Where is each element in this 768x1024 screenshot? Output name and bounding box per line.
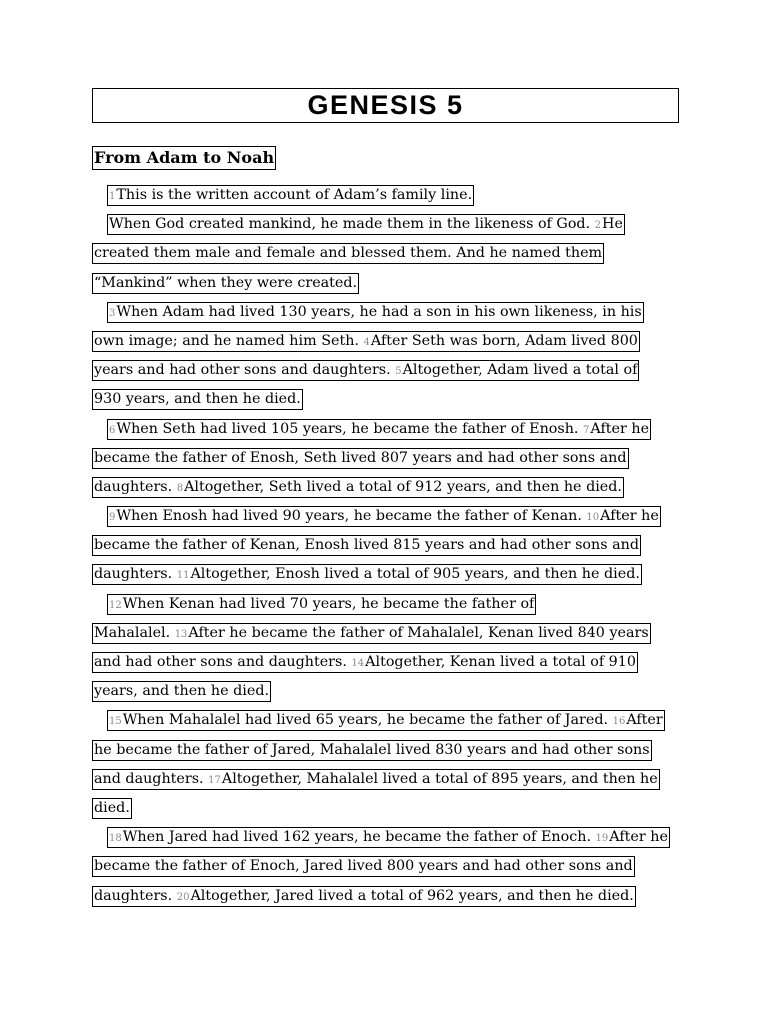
text-line-box <box>92 652 638 673</box>
verse-text-run: When Seth had lived 105 years, he became the father of Enosh. <box>116 420 584 437</box>
verse-number: 7 <box>583 424 590 436</box>
verse-text-run: daughters. <box>94 887 177 904</box>
verse-text <box>92 181 679 911</box>
verse-text-run: After Seth was born, Adam lived 800 <box>370 332 638 349</box>
text-line-box <box>107 710 665 731</box>
verse-number: 18 <box>109 833 122 845</box>
text-line <box>92 560 679 589</box>
verse-text-run: own image; and he named him Seth. <box>94 332 364 349</box>
text-line <box>92 677 679 706</box>
verse-number: 15 <box>109 716 122 728</box>
text-line-box <box>92 360 639 381</box>
text-line-box <box>92 856 635 877</box>
text-line-box <box>92 798 132 819</box>
text-line <box>92 298 679 327</box>
text-line <box>92 444 679 473</box>
verse-text-run: He <box>602 216 623 233</box>
verse-text-run: Altogether, Mahalalel lived a total of 895 years, and then he <box>221 770 658 787</box>
verse-text-run: When Kenan had lived 70 years, he became the father of <box>122 595 535 612</box>
text-line-box <box>92 769 660 790</box>
text-line <box>92 181 679 210</box>
verse-text-run: When Jared had lived 162 years, he became the father of Enoch. <box>122 829 596 846</box>
verse-number: 13 <box>174 628 188 640</box>
verse-number: 8 <box>176 482 184 494</box>
verse-number: 20 <box>176 891 190 903</box>
text-line-box <box>92 564 642 585</box>
verse-text-run: and had other sons and daughters. <box>94 654 352 670</box>
text-line <box>92 590 679 619</box>
verse-number: 9 <box>109 512 116 524</box>
verse-number: 12 <box>109 599 122 611</box>
verse-text-run: After <box>626 712 663 729</box>
verse-text-run: became the father of Enoch, Jared lived 800 years and had other sons and <box>94 858 633 875</box>
text-line <box>92 356 679 385</box>
text-line <box>92 531 679 560</box>
verse-text-run: Mahalalel. <box>94 624 175 641</box>
text-line <box>92 269 679 298</box>
text-line-box <box>107 594 536 615</box>
verse-number: 19 <box>595 833 609 845</box>
text-line <box>92 706 679 735</box>
verse-number: 2 <box>594 220 602 232</box>
chapter-title: GENESIS 5 <box>92 88 679 123</box>
text-line <box>92 736 679 765</box>
verse-number: 1 <box>109 191 116 202</box>
text-line-box <box>107 506 661 527</box>
verse-text-run: This is the written account of Adam’s family line. <box>116 187 473 203</box>
text-line-box <box>107 827 670 848</box>
verse-text-run: After he became the father of Mahalalel, Kenan lived 840 years <box>188 624 649 641</box>
section-heading: From Adam to Noah <box>92 146 276 170</box>
verse-text-run: became the father of Kenan, Enosh lived 815 years and had other sons and <box>94 537 640 554</box>
verse-text-run: years and had other sons and daughters. <box>94 362 396 379</box>
text-line <box>92 473 679 502</box>
verse-number: 5 <box>395 366 402 378</box>
verse-number: 14 <box>351 658 365 669</box>
verse-text-run: died. <box>94 799 130 816</box>
text-line <box>92 882 679 911</box>
verse-text-run: he became the father of Jared, Mahalalel lived 830 years and had other sons <box>94 741 650 758</box>
text-line-box <box>92 448 629 469</box>
verse-text-run: and daughters. <box>94 770 209 787</box>
text-line-box <box>92 243 604 264</box>
verse-number: 3 <box>109 307 116 319</box>
verse-text-run: Altogether, Enosh lived a total of 905 years, and then he died. <box>190 566 640 583</box>
verse-text-run: After he <box>600 508 659 525</box>
text-line <box>92 415 679 444</box>
text-line-box <box>107 419 651 440</box>
text-line <box>92 794 679 823</box>
text-line-box <box>92 331 640 352</box>
text-line-box <box>107 214 625 235</box>
verse-text-run: Altogether, Adam lived a total of <box>402 362 638 379</box>
text-line <box>92 648 679 677</box>
verse-number: 16 <box>612 716 626 728</box>
verse-number: 4 <box>363 336 370 348</box>
text-line-box <box>92 740 652 761</box>
verse-text-run: 930 years, and then he died. <box>94 391 301 408</box>
text-line-box <box>92 623 651 644</box>
document-page <box>92 88 679 911</box>
verse-text-run: When Mahalalel had lived 65 years, he became the father of Jared. <box>122 712 613 729</box>
verse-text-run: When Enosh had lived 90 years, he became the father of Kenan. <box>116 508 587 525</box>
verse-text-run: Altogether, Seth lived a total of 912 years, and then he died. <box>184 478 622 495</box>
verse-text-run: When God created mankind, he made them in the likeness of God. <box>109 216 595 233</box>
verse-text-run: After he <box>609 829 668 846</box>
text-line <box>92 619 679 648</box>
text-line <box>92 765 679 794</box>
verse-text-run: became the father of Enosh, Seth lived 807 years and had other sons and <box>94 449 627 466</box>
text-line-box <box>92 681 271 702</box>
text-line-box <box>92 886 636 907</box>
text-line <box>92 239 679 268</box>
text-line-box <box>107 302 644 323</box>
text-line-box <box>92 389 303 410</box>
verse-text-run: daughters. <box>94 478 177 495</box>
text-line-box <box>92 535 641 556</box>
text-line <box>92 327 679 356</box>
verse-number: 10 <box>586 512 600 524</box>
verse-text-run: “Mankind” when they were created. <box>94 274 358 291</box>
text-line <box>92 502 679 531</box>
verse-number: 11 <box>176 570 190 582</box>
verse-text-run: Altogether, Jared lived a total of 962 years, and then he died. <box>190 887 634 904</box>
text-line-box <box>107 185 474 206</box>
verse-text-run: years, and then he died. <box>94 683 270 700</box>
text-line <box>92 823 679 852</box>
verse-text-run: daughters. <box>94 566 177 583</box>
text-line-box <box>92 273 359 294</box>
verse-number: 6 <box>109 424 116 436</box>
verse-number: 17 <box>208 774 221 786</box>
verse-text-run: When Adam had lived 130 years, he had a son in his own likeness, in his <box>116 303 642 320</box>
verse-text-run: After he <box>590 420 650 437</box>
text-line <box>92 852 679 881</box>
verse-text-run: Altogether, Kenan lived a total of 910 <box>365 654 636 670</box>
text-line <box>92 385 679 414</box>
text-line <box>92 210 679 239</box>
text-line-box <box>92 477 624 498</box>
verse-text-run: created them male and female and blessed them. And he named them <box>94 245 603 262</box>
